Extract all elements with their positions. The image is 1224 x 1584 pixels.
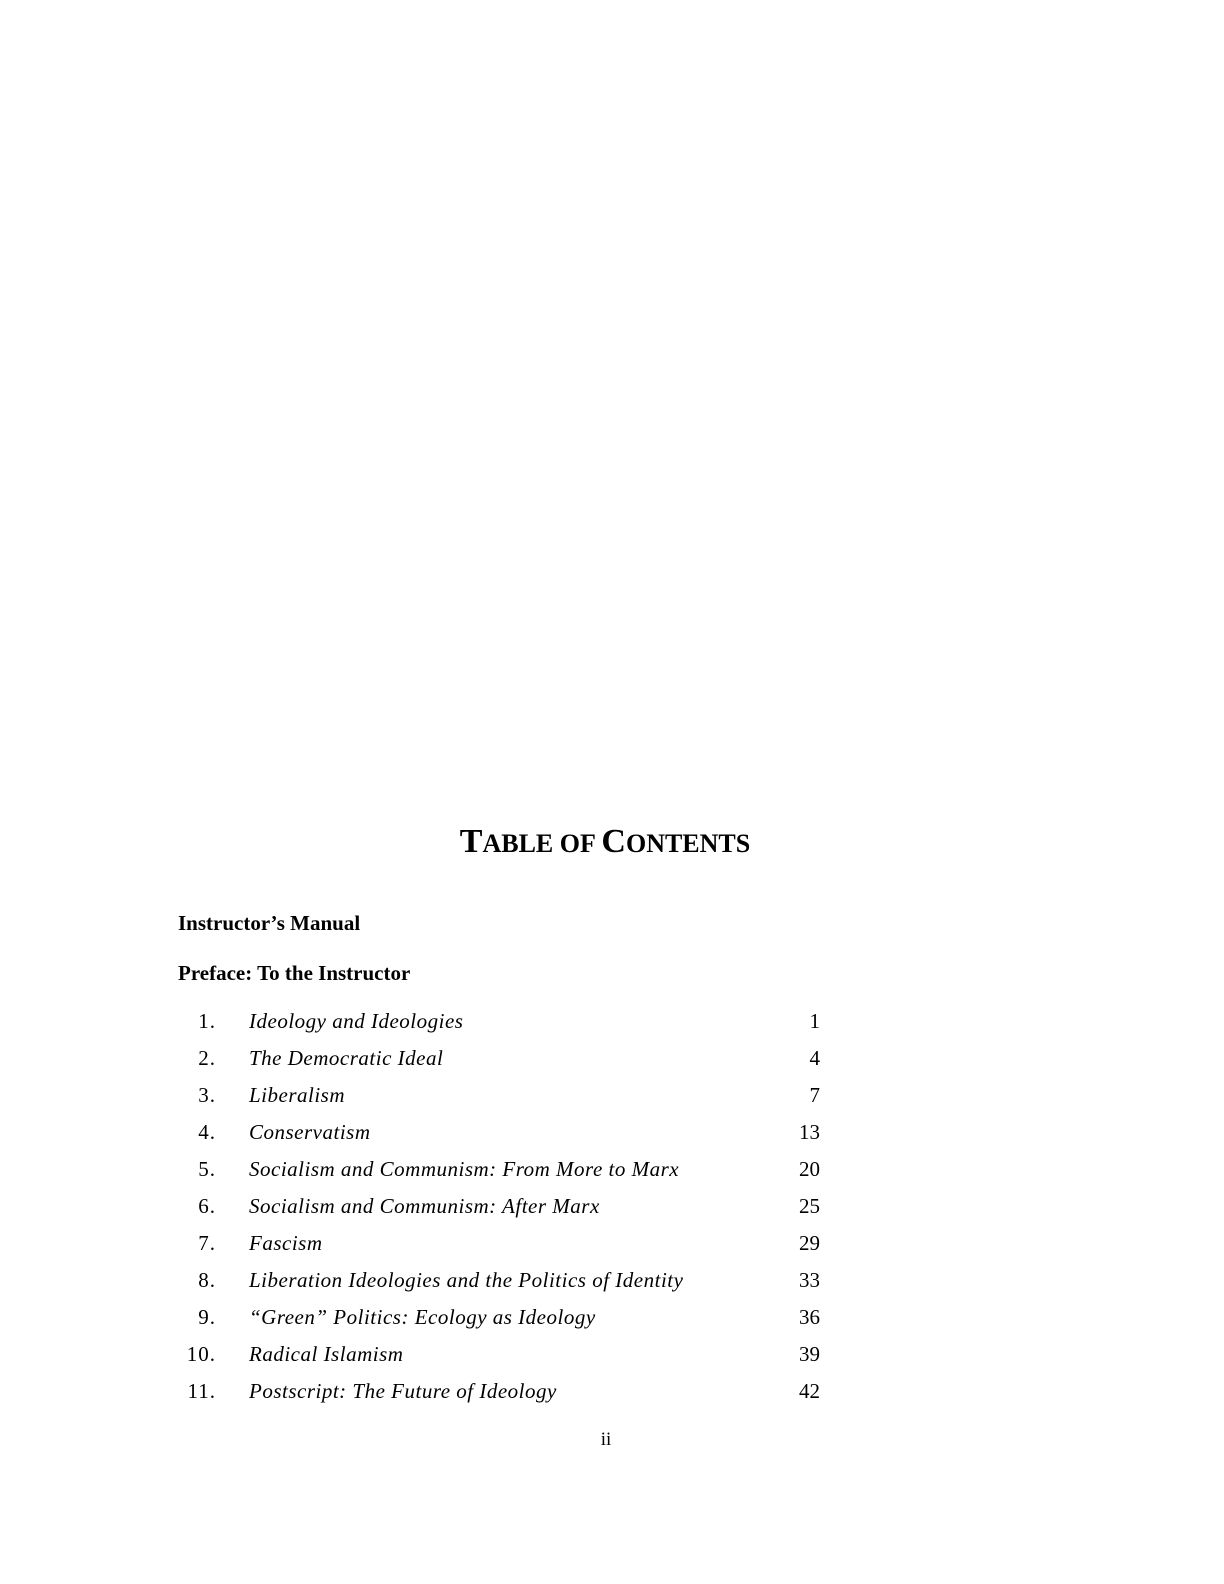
- chapter-number: 9.: [198, 1305, 216, 1329]
- chapter-number: 5.: [198, 1157, 216, 1181]
- chapter-number: 11.: [187, 1379, 216, 1403]
- chapter-number: 1.: [198, 1009, 216, 1033]
- toc-entry: [0, 1302, 1224, 1332]
- chapter-number: 4.: [198, 1120, 216, 1144]
- toc-entry: [0, 1339, 1224, 1369]
- chapter-title: Fascism: [249, 1231, 323, 1255]
- chapter-page-number: 20: [799, 1157, 820, 1181]
- chapter-title: “Green” Politics: Ecology as Ideology: [249, 1305, 596, 1329]
- toc-entry: [0, 1117, 1224, 1147]
- chapter-page-number: 4: [809, 1046, 820, 1070]
- chapter-page-number: 36: [799, 1305, 820, 1329]
- chapter-page-number: 1: [809, 1009, 820, 1033]
- toc-entry: [0, 1265, 1224, 1295]
- chapter-number: 8.: [198, 1268, 216, 1292]
- chapter-title: Socialism and Communism: After Marx: [249, 1194, 600, 1218]
- chapter-page-number: 7: [809, 1083, 820, 1107]
- heading-instructors-manual: Instructor’s Manual: [178, 911, 361, 935]
- chapter-number: 10.: [186, 1342, 216, 1366]
- chapter-number: 6.: [198, 1194, 216, 1218]
- toc-entry: [0, 1080, 1224, 1110]
- chapter-title: Liberalism: [249, 1083, 346, 1107]
- chapter-title: The Democratic Ideal: [249, 1046, 444, 1070]
- toc-entry: [0, 1154, 1224, 1184]
- chapter-number: 7.: [198, 1231, 216, 1255]
- chapter-page-number: 39: [799, 1342, 820, 1366]
- page-folio: ii: [600, 1429, 612, 1450]
- title-initial-1: T: [459, 823, 483, 860]
- page-title: [0, 820, 1210, 866]
- chapter-title: Radical Islamism: [249, 1342, 404, 1366]
- chapter-title: Ideology and Ideologies: [249, 1009, 464, 1033]
- toc-entry: [0, 1043, 1224, 1073]
- toc-entry: [0, 1006, 1224, 1036]
- chapter-title: Postscript: The Future of Ideology: [249, 1379, 557, 1403]
- chapter-number: 2.: [198, 1046, 216, 1070]
- title-smallcaps-1: ABLE OF: [482, 829, 602, 858]
- chapter-page-number: 25: [799, 1194, 820, 1218]
- title-smallcaps-2: ONTENTS: [625, 829, 751, 858]
- chapter-page-number: 29: [799, 1231, 820, 1255]
- chapter-page-number: 13: [799, 1120, 820, 1144]
- toc-entry: [0, 1191, 1224, 1221]
- toc-entry: [0, 1228, 1224, 1258]
- chapter-title: Liberation Ideologies and the Politics of Identity: [249, 1268, 684, 1292]
- chapter-page-number: 42: [799, 1379, 820, 1403]
- chapter-title: Conservatism: [249, 1120, 371, 1144]
- chapter-number: 3.: [198, 1083, 216, 1107]
- title-initial-2: C: [601, 823, 626, 860]
- toc-entry: [0, 1376, 1224, 1406]
- chapter-page-number: 33: [799, 1268, 820, 1292]
- heading-preface: Preface: To the Instructor: [178, 961, 411, 985]
- chapter-title: Socialism and Communism: From More to Marx: [249, 1157, 680, 1181]
